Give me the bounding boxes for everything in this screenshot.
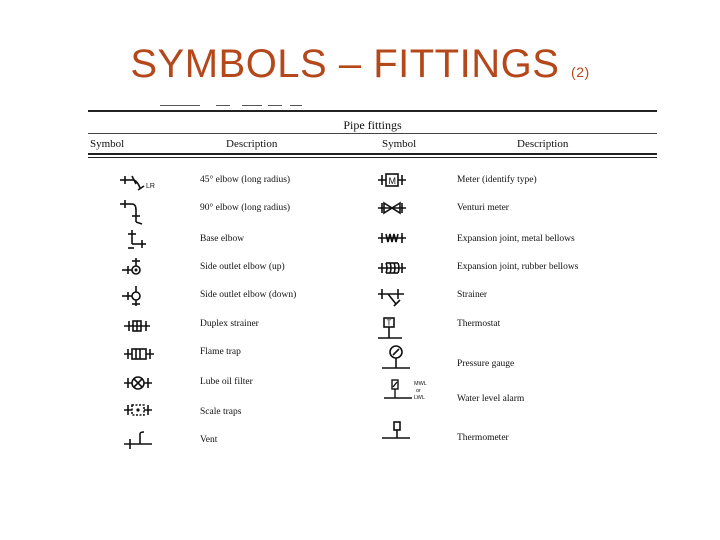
meter-label: M: [388, 176, 396, 186]
header-rule-2: [88, 157, 657, 158]
description: Expansion joint, rubber bellows: [457, 262, 579, 272]
table-row: [88, 344, 657, 370]
section-rule: [88, 133, 657, 134]
thermometer-icon: [376, 420, 416, 446]
expansion-joint-metal-bellows-icon: [376, 228, 416, 254]
strainer-icon: [376, 284, 416, 310]
lwl-label: LWL: [414, 395, 425, 401]
title-subtitle: (2): [571, 64, 590, 80]
header-rule-1: [88, 153, 657, 155]
water-level-alarm-icon: [382, 378, 442, 404]
title-text: SYMBOLS – FITTINGS: [130, 42, 560, 86]
table-row: [88, 172, 657, 198]
col-header-symbol-1: Symbol: [90, 138, 125, 150]
table-row: [88, 228, 657, 254]
description: Meter (identify type): [457, 175, 537, 185]
pressure-gauge-icon: [376, 344, 416, 370]
description: Lube oil filter: [200, 377, 253, 387]
description: Flame trap: [200, 347, 241, 357]
description: Vent: [200, 435, 218, 445]
description: Base elbow: [200, 234, 245, 244]
table-top-rule: [88, 110, 657, 112]
description: Thermostat: [457, 319, 501, 329]
table-row: [88, 316, 657, 342]
or-label: or: [416, 388, 421, 394]
venturi-meter-icon: [376, 200, 416, 226]
scan-artifact: [160, 104, 330, 108]
section-title: Pipe fittings: [343, 118, 402, 132]
description: Strainer: [457, 290, 488, 300]
description: Expansion joint, metal bellows: [457, 234, 575, 244]
mwl-label: MWL: [414, 381, 427, 387]
description: Duplex strainer: [200, 319, 259, 329]
description: Scale traps: [200, 407, 242, 417]
description: Side outlet elbow (up): [200, 262, 285, 272]
col-header-symbol-2: Symbol: [382, 138, 417, 150]
table-row: [88, 420, 657, 446]
expansion-joint-rubber-bellows-icon: [376, 256, 416, 282]
description: 90° elbow (long radius): [200, 203, 291, 213]
table-row: [88, 256, 657, 282]
table-row: [88, 284, 657, 310]
meter-icon: [376, 172, 416, 198]
thermostat-label: T: [386, 318, 392, 328]
thermostat-icon: [376, 316, 416, 342]
description: Side outlet elbow (down): [200, 290, 297, 300]
lr-label: LR: [146, 183, 155, 190]
description: Thermometer: [457, 433, 509, 443]
table-row: [88, 200, 657, 226]
description: 45° elbow (long radius): [200, 175, 291, 185]
description: Water level alarm: [457, 394, 525, 404]
slide-title: [0, 42, 720, 87]
description: Venturi meter: [457, 203, 509, 213]
col-header-description-1: Description: [226, 138, 278, 150]
table-row: [88, 378, 657, 404]
pipe-fittings-table: [88, 104, 657, 464]
col-header-description-2: Description: [517, 138, 569, 150]
description: Pressure gauge: [457, 359, 515, 369]
